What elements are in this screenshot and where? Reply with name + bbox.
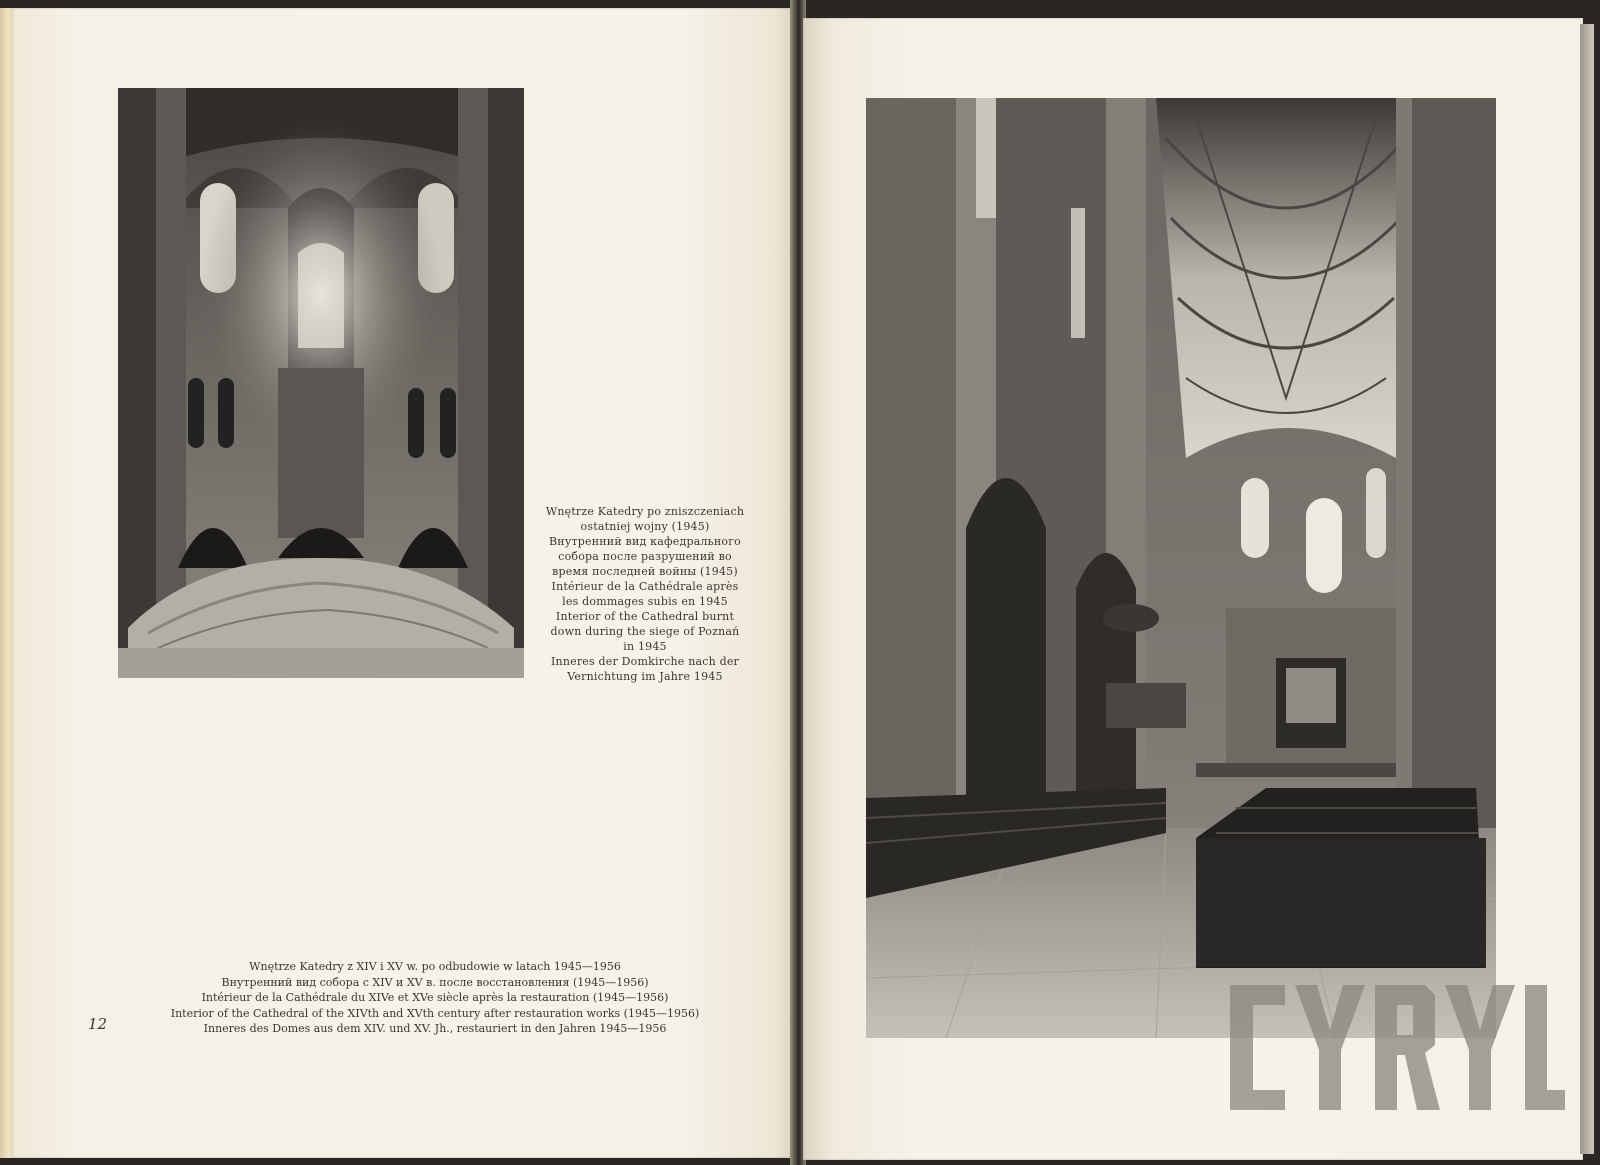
caption-line: время последней войны (1945) [552,565,738,578]
caption-line: Interior of the Cathedral of the XIVth and XVth century after restauration works (1945—1956) [170,1006,700,1020]
caption-line: Внутренний вид кафедрального [549,535,741,548]
caption-line: les dommages subis en 1945 [562,595,728,608]
caption-line: собора после разрушений во [558,550,732,563]
caption-line: down during the siege of Poznań [550,625,740,638]
caption-line: Wnętrze Katedry z XIV i XV w. po odbudowie w latach 1945—1956 [249,960,621,973]
caption-line: Внутренний вид собора с XIV и XV в. после восстановления (1945—1956) [221,975,649,989]
caption-line: ostatniej wojny (1945) [580,520,710,533]
right-page-edge [1580,24,1594,1154]
caption-line: Wnętrze Katedry po zniszczeniach [545,505,745,518]
caption-line: Interior of the Cathedral burnt [555,610,735,623]
caption-line: Inneres der Domkirche nach der [551,655,739,668]
page-number: 12 [88,1015,108,1033]
cyryl-watermark [1225,975,1565,1125]
cathedral-ruins-photo [118,88,524,678]
caption-line: Vernichtung im Jahre 1945 [567,670,723,683]
caption-line: Intérieur de la Cathédrale après [551,580,739,593]
cathedral-interior-photo [866,98,1496,1038]
caption-line: Inneres des Domes aus dem XIV. und XV. Jh., restauriert in den Jahren 1945—1956 [203,1022,667,1035]
interior-caption [140,959,730,1037]
caption-line: in 1945 [623,640,667,653]
caption-line: Intérieur de la Cathédrale du XIVe et XVe siècle après la restauration (1945—1956) [201,991,669,1004]
ruins-caption [540,504,750,684]
